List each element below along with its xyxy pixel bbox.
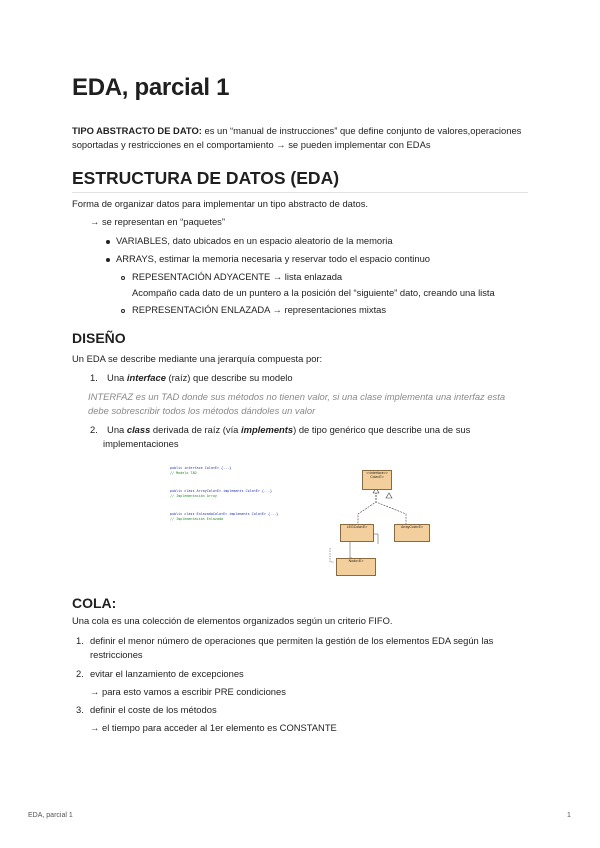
footer-page-number: 1 xyxy=(567,812,571,819)
item-text: Una xyxy=(107,372,127,383)
eda-sub-1: REPESENTACIÓN ADYACENTE → lista enlazada xyxy=(132,271,343,282)
sub-bullet-circle xyxy=(121,309,125,313)
interface-note-1: INTERFAZ es un TAD donde sus métodos no tienen valor, si una clase implementa una interfaz esta xyxy=(88,391,506,402)
intro-term: TIPO ABSTRACTO DE DATO: xyxy=(72,125,202,136)
diseno-item-1 xyxy=(90,371,293,385)
code-comment: // Modelo TAD xyxy=(170,471,197,475)
intro-text-1: es un “manual de instrucciones” que define conjunto de valores,operaciones xyxy=(201,125,522,136)
cola-item-2-number: 2. xyxy=(76,668,84,679)
cola-item-3-arrow: → el tiempo para acceder al 1er elemento es CONSTANTE xyxy=(90,722,337,733)
item-text: (raíz) que describe su modelo xyxy=(165,372,293,383)
diseno-paragraph: Un EDA se describe mediante una jerarquía compuesta por: xyxy=(72,353,323,364)
section-heading-cola: COLA: xyxy=(72,595,117,611)
page-title: EDA, parcial 1 xyxy=(72,74,230,101)
code-comment: // Implementación Array xyxy=(170,494,217,498)
eda-sub-2: REPRESENTACIÓN ENLAZADA → representaciones mixtas xyxy=(132,304,387,315)
cola-paragraph: Una cola es una colección de elementos organizados según un criterio FIFO. xyxy=(72,615,393,626)
footer-title: EDA, parcial 1 xyxy=(28,812,73,819)
sub-bullet-circle xyxy=(121,276,125,280)
section-divider xyxy=(72,192,528,193)
code-line: public interface Cola<E> {...} xyxy=(170,466,232,470)
list-number: 2. xyxy=(90,424,98,435)
eda-arrow-line: → se representan en “paquetes” xyxy=(90,216,225,227)
uml-box-array-cola: ArrayCola<E> xyxy=(394,524,430,542)
cola-item-1-line-2: restricciones xyxy=(90,649,143,660)
item-text: ) de tipo genérico que describe una de sus xyxy=(293,424,471,435)
eda-sub-1-detail: Acompaño cada dato de un puntero a la posición del “siguiente” dato, creando una lista xyxy=(132,287,495,298)
item-text: derivada de raíz (vía xyxy=(150,424,241,435)
code-figure xyxy=(168,462,318,532)
cola-item-1: definir el menor número de operaciones que permiten la gestión de los elementos EDA según las xyxy=(90,635,494,646)
cola-item-3: definir el coste de los métodos xyxy=(90,704,217,715)
uml-diagram xyxy=(322,462,437,580)
eda-bullet-1: VARIABLES, dato ubicados en un espacio aleatorio de la memoria xyxy=(116,235,393,246)
item-emphasis: interface xyxy=(126,372,166,383)
diseno-item-2 xyxy=(90,423,470,437)
uml-box-interface: <<interface>> Cola<E> xyxy=(362,470,392,490)
cola-item-1-number: 1. xyxy=(76,635,84,646)
bullet-dot xyxy=(106,240,110,244)
item-emphasis: implements xyxy=(241,424,294,435)
bullet-dot xyxy=(106,258,110,262)
interface-note-2: debe sobrescribir todos los métodos dándoles un valor xyxy=(88,405,316,416)
uml-box-nodo: Nodo<E> xyxy=(336,558,376,576)
intro-line-2: soportadas y restricciones en el comportamiento → se pueden implementar con EDAs xyxy=(72,139,431,150)
code-line: public class EnlazadaCola<E> implements Cola<E> {...} xyxy=(170,512,279,516)
cola-item-2-arrow: → para esto vamos a escribir PRE condiciones xyxy=(90,686,286,697)
code-line: public class ArrayCola<E> implements Cola<E> {...} xyxy=(170,489,273,493)
cola-item-2: evitar el lanzamiento de excepciones xyxy=(90,668,244,679)
section-heading-diseno: DISEÑO xyxy=(72,330,126,346)
item-emphasis: class xyxy=(126,424,151,435)
eda-paragraph: Forma de organizar datos para implementar un tipo abstracto de datos. xyxy=(72,198,368,209)
code-comment: // Implementación Enlazada xyxy=(170,517,224,521)
intro-line-1 xyxy=(72,124,521,138)
list-number: 1. xyxy=(90,372,98,383)
cola-item-3-number: 3. xyxy=(76,704,84,715)
eda-bullet-2: ARRAYS, estimar la memoria necesaria y reservar todo el espacio continuo xyxy=(116,253,431,264)
diseno-item-2-line-2: implementaciones xyxy=(103,438,179,449)
item-text: Una xyxy=(107,424,127,435)
section-heading-eda: ESTRUCTURA DE DATOS (EDA) xyxy=(72,168,340,188)
uml-box-leg-cola: LEGCola<E> xyxy=(340,524,374,542)
